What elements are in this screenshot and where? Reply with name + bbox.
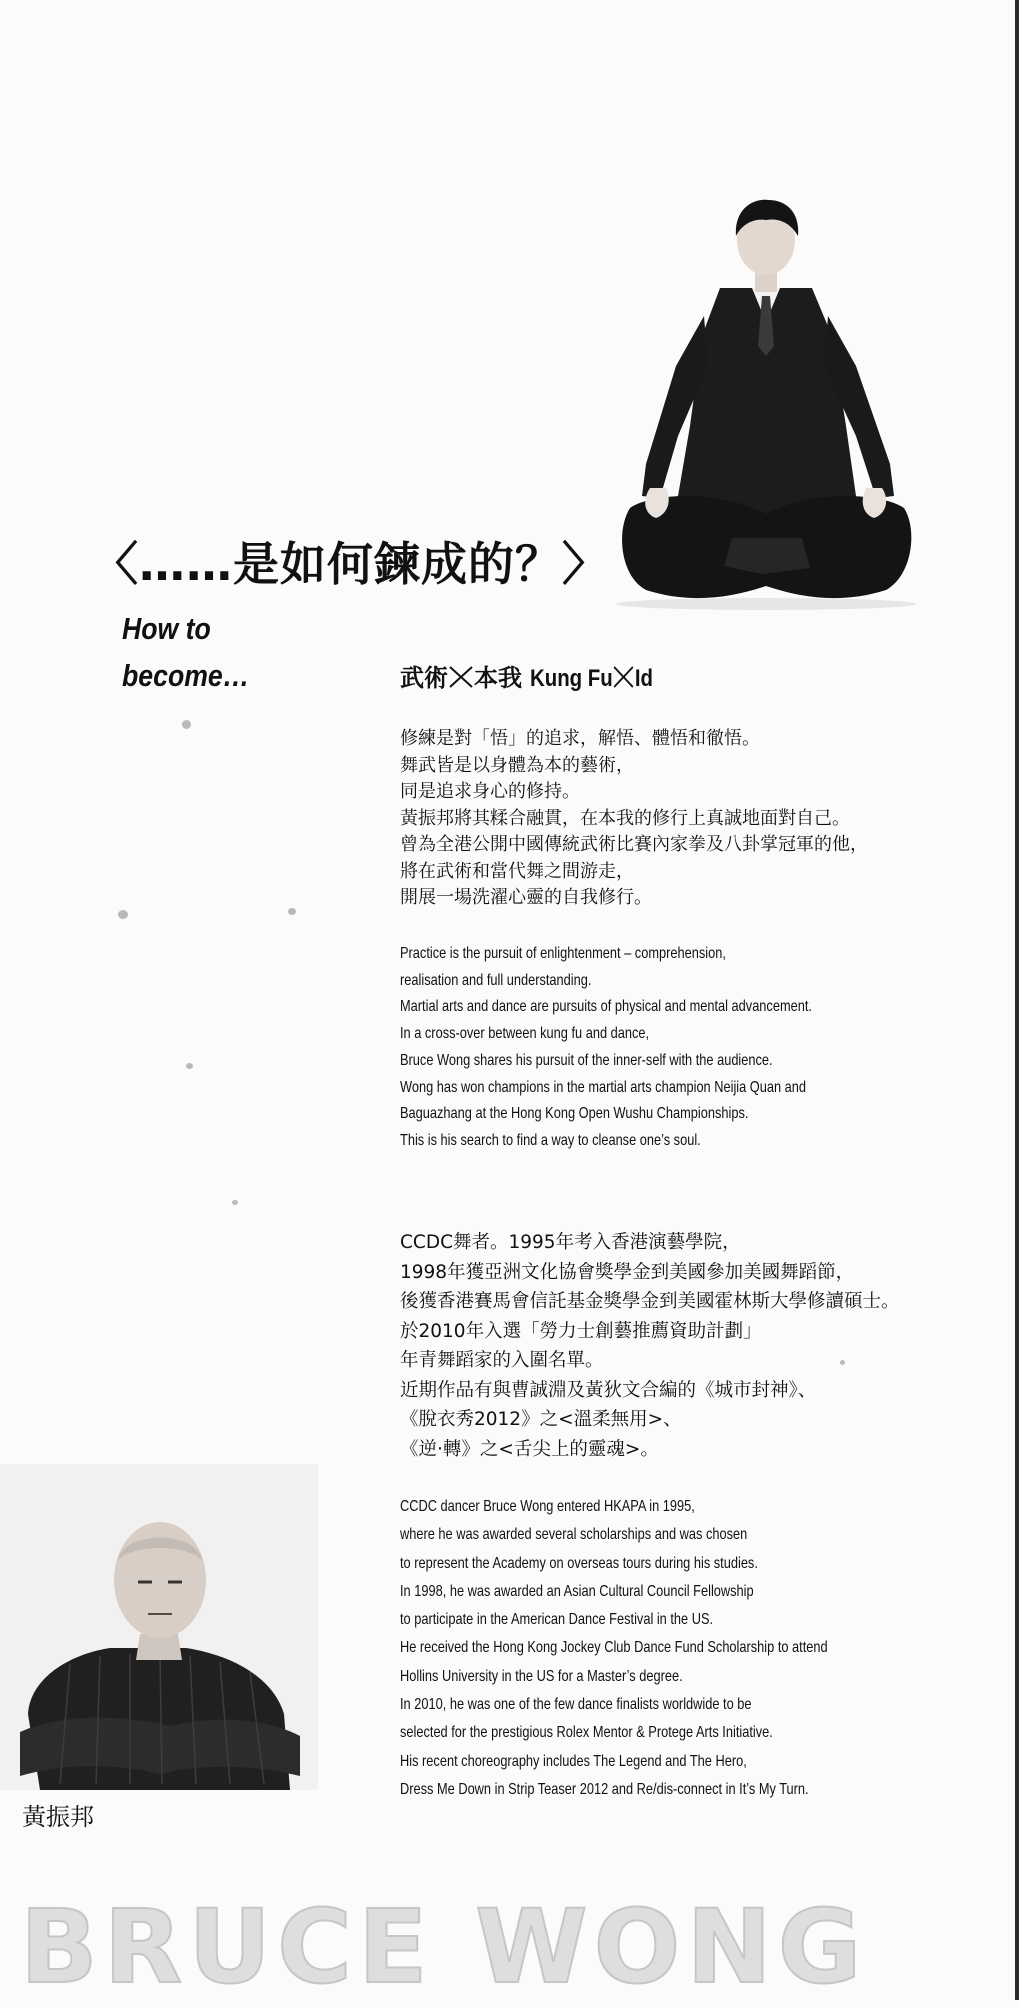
paper-speck [118,910,128,919]
section-title-en-id: Id [635,665,654,692]
section-title-cn-id: 本我 [474,664,522,692]
paper-speck [182,720,191,729]
text-line: selected for the prestigious Rolex Mentor & Protege Arts Initiative. [400,1724,773,1742]
photo-portrait-bald-man [0,1464,318,1790]
biography-chinese [400,1228,900,1464]
text-line: 曾為全港公開中國傳統武術比賽內家拳及八卦掌冠軍的他， [400,834,868,855]
text-line: This is his search to find a way to cleanse one’s soul. [400,1131,701,1149]
heading-english-line: How to [122,611,211,646]
cross-icon [448,665,474,689]
text-line: realisation and full understanding. [400,971,592,989]
text-line: 《脫衣秀2012》之<溫柔無用>、 [400,1409,682,1430]
section-title-en [530,665,653,693]
paper-speck [186,1063,193,1069]
section-title-en-kungfu: Kung Fu [530,665,614,692]
text-line: 於2010年入選「勞力士創藝推薦資助計劃」 [400,1320,762,1342]
name-chinese: 黃振邦 [22,1803,94,1831]
text-line: 年青舞蹈家的入圍名單。 [400,1350,604,1371]
text-line: CCDC舞者。1995年考入香港演藝學院， [400,1232,741,1253]
paper-speck [232,1200,238,1205]
photo-seated-man-in-suit [612,196,920,612]
name-english-banner: BRUCE WONG [20,1888,868,2007]
page-edge-shadow [1015,0,1019,2000]
text-line: Practice is the pursuit of enlightenment – comprehension, [400,945,726,962]
text-line: 近期作品有與曹誠淵及黃狄文合編的《城市封神》、 [400,1379,817,1401]
text-line: 黃振邦將其糅合融貫，在本我的修行上真誠地面對自己。 [400,807,850,829]
text-line: His recent choreography includes The Legend and The Hero, [400,1752,747,1770]
text-line: to represent the Academy on overseas tours during his studies. [400,1554,758,1572]
text-line: In 2010, he was one of the few dance finalists worldwide to be [400,1696,752,1714]
text-line: In 1998, he was awarded an Asian Cultural Council Fellowship [400,1582,754,1600]
text-line: Baguazhang at the Hong Kong Open Wushu Championships. [400,1105,749,1123]
text-line: 同是追求身心的修持。 [400,781,580,802]
intro-paragraph-chinese [400,726,868,912]
text-line: 修練是對「悟」的追求，解悟、體悟和徹悟。 [400,728,760,749]
text-line: 後獲香港賽馬會信託基金獎學金到美國霍林斯大學修讀碩士。 [400,1291,900,1312]
text-line: Bruce Wong shares his pursuit of the inner-self with the audience. [400,1051,773,1069]
text-line: where he was awarded several scholarships and was chosen [400,1526,748,1544]
text-line: In a cross-over between kung fu and dance, [400,1025,650,1043]
text-line: Wong has won champions in the martial arts champion Neijia Quan and [400,1078,807,1096]
text-line: CCDC dancer Bruce Wong entered HKAPA in 1995, [400,1498,695,1515]
cross-icon [613,665,635,689]
text-line: 1998年獲亞洲文化協會獎學金到美國參加美國舞蹈節， [400,1261,855,1283]
text-line: Dress Me Down in Strip Teaser 2012 and Re/dis-connect in It’s My Turn. [400,1780,809,1798]
section-title [400,658,675,693]
text-line: to participate in the American Dance Festival in the US. [400,1611,714,1629]
text-line: Martial arts and dance are pursuits of physical and mental advancement. [400,998,812,1016]
page-heading-english [122,605,249,699]
text-line: 舞武皆是以身體為本的藝術， [400,754,634,776]
text-line: 將在武術和當代舞之間游走， [400,860,634,882]
text-line: He received the Hong Kong Jockey Club Dance Fund Scholarship to attend [400,1639,828,1657]
text-line: 開展一場洗濯心靈的自我修行。 [400,887,652,908]
intro-paragraph-english [400,941,812,1155]
text-line: Hollins University in the US for a Master’s degree. [400,1667,683,1685]
text-line: 《逆‧轉》之<舌尖上的靈魂>。 [400,1438,659,1460]
heading-english-line: become… [122,658,250,693]
section-title-cn-martial: 武術 [400,664,448,692]
paper-speck [288,908,296,915]
biography-english [400,1493,828,1804]
page-heading-chinese: 〈……是如何鍊成的？〉 [92,537,609,591]
